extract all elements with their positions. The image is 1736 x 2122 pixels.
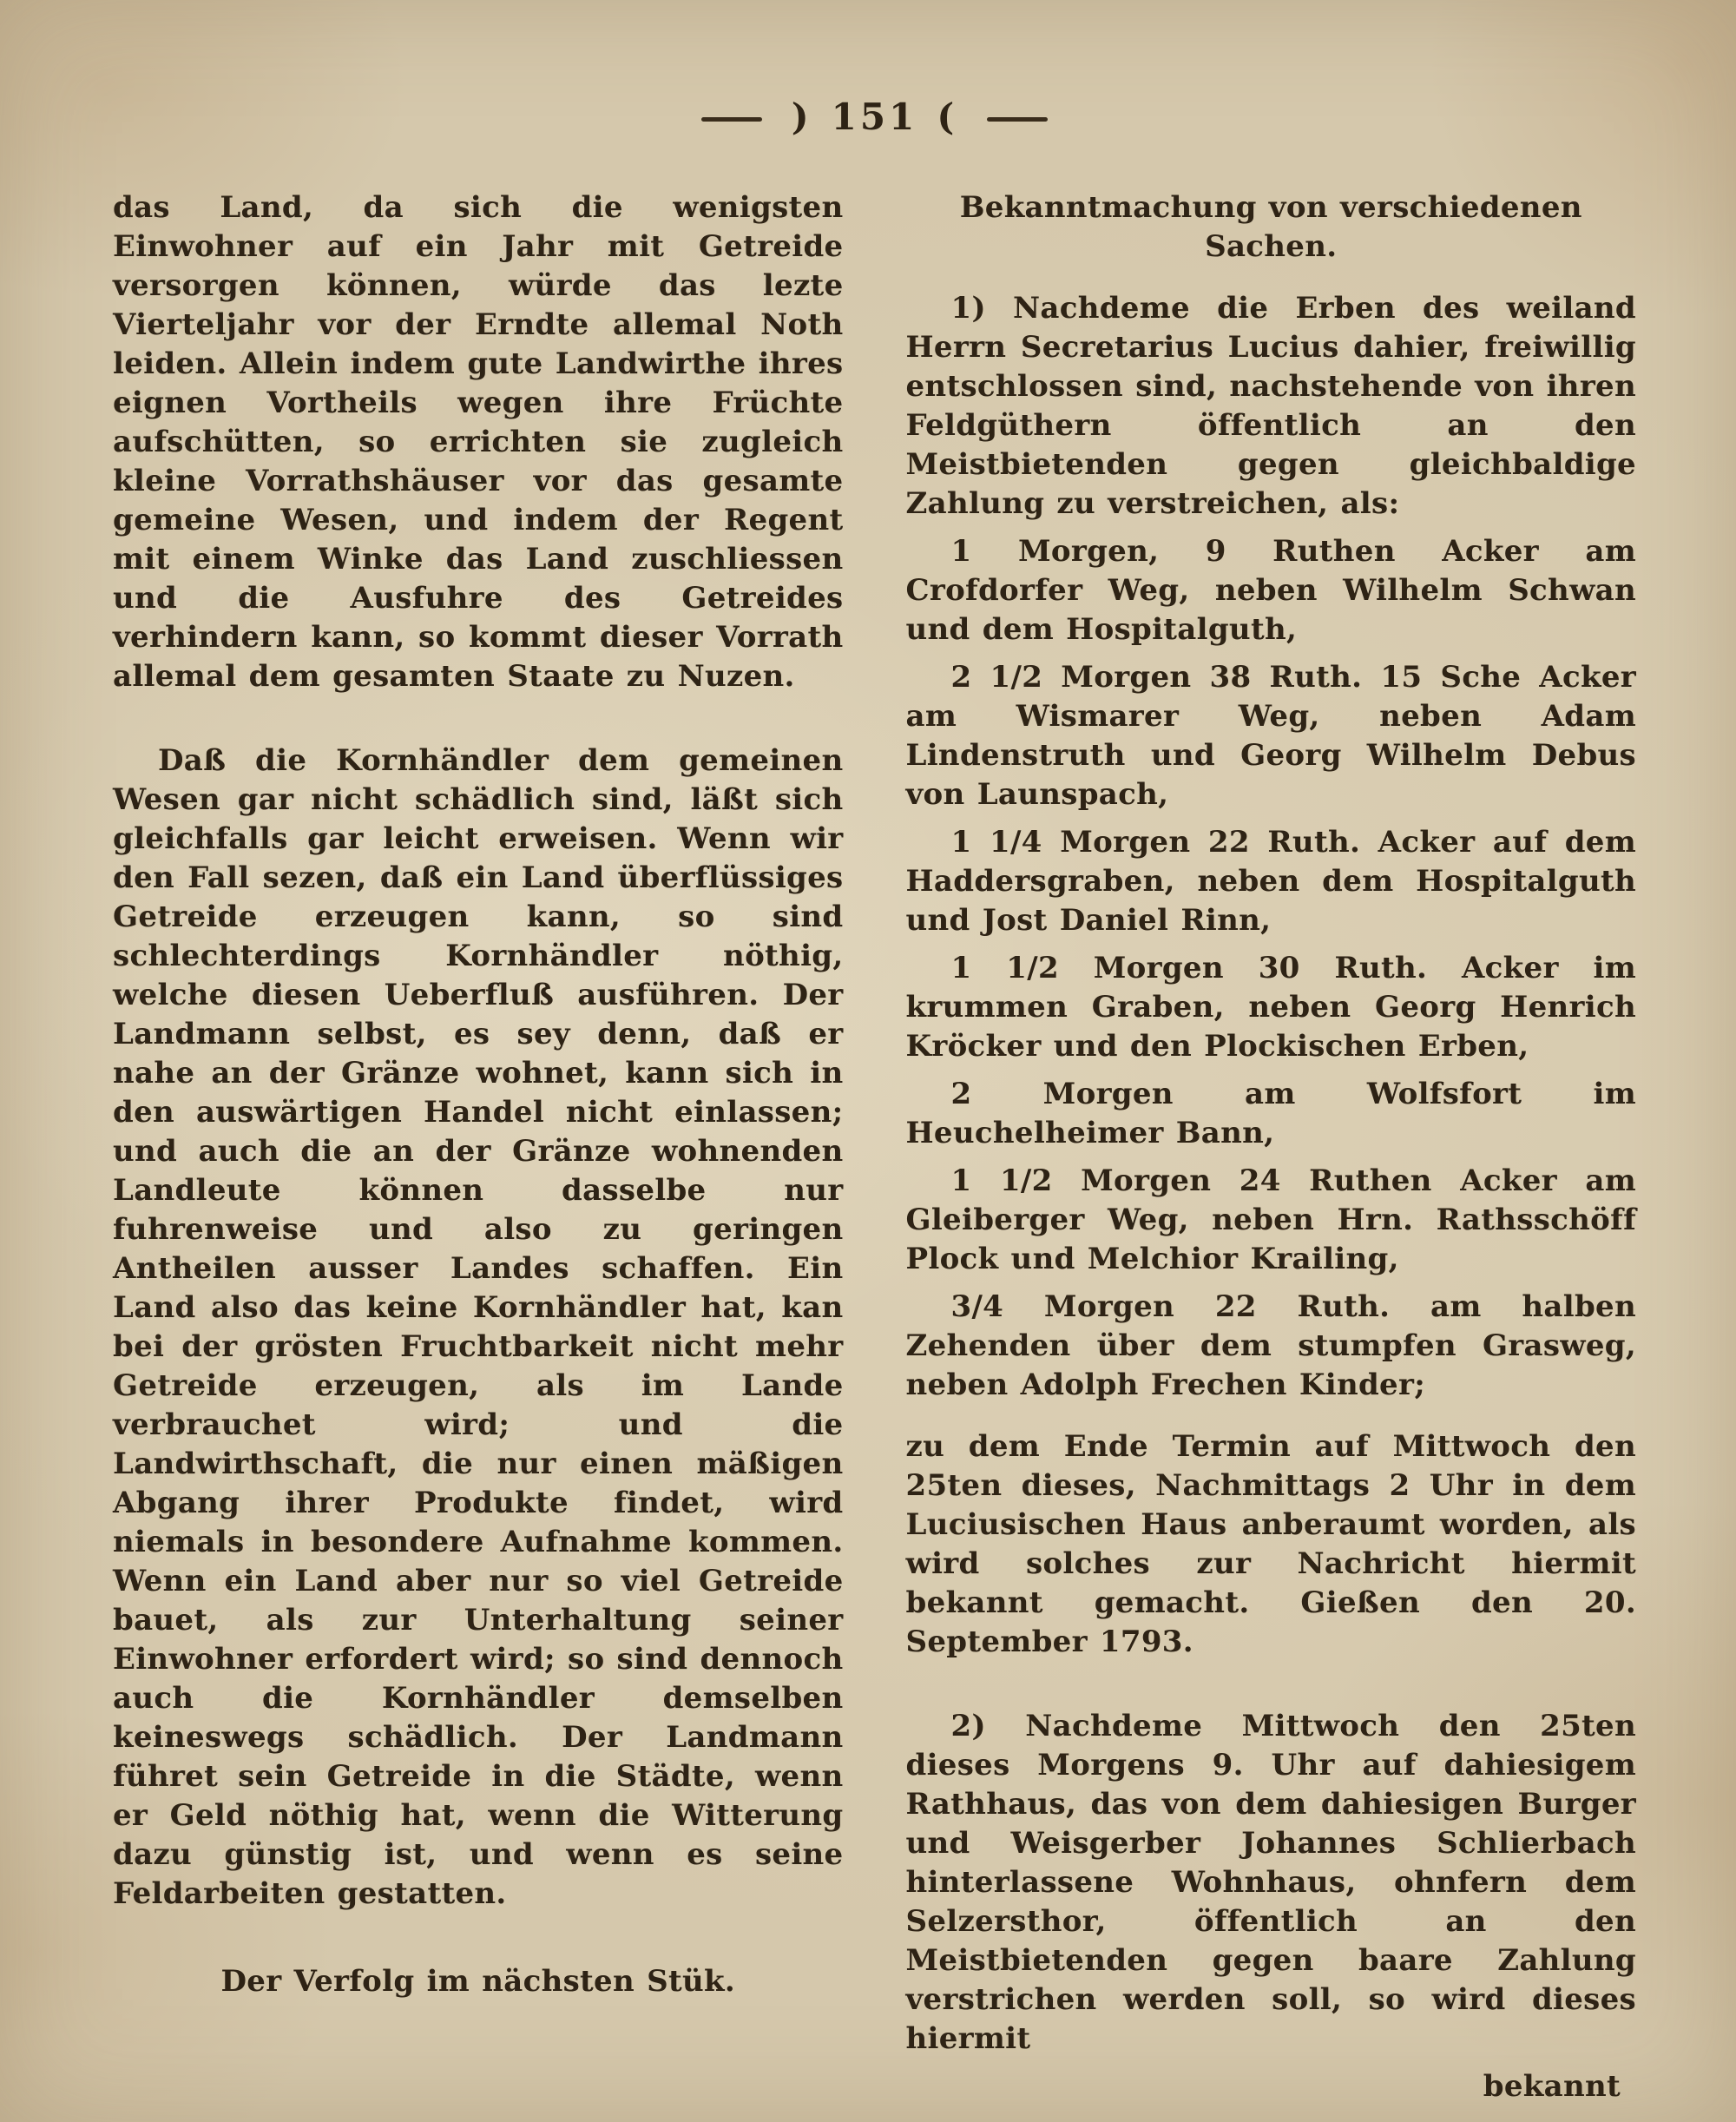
auction-terms: zu dem Ende Termin auf Mittwoch den 25ten dieses, Nachmittags 2 Uhr in dem Luciusischen Haus anberaumt worden, als wird solches zur Nachricht hiermit bekannt gemacht. Gießen den 20. September 1793. <box>905 1429 1636 1659</box>
page-header <box>113 96 1636 138</box>
folio-bracket-open: ) <box>791 96 812 138</box>
right-column <box>906 188 1637 2106</box>
lot-item-1: 1 Morgen, 9 Ruthen Acker am Crofdorfer Weg, neben Wilhelm Schwan und dem Hospitalguth, <box>905 534 1636 647</box>
lot-item-4: 1 1/2 Morgen 30 Ruth. Acker im krummen Graben, neben Georg Henrich Kröcker und den Plockischen Erben, <box>905 951 1636 1064</box>
continuation-notice: Der Verfolg im nächsten Stük. <box>220 1964 735 1999</box>
header-rule-right-icon <box>987 117 1048 122</box>
lot-item-3: 1 1/4 Morgen 22 Ruth. Acker auf dem Haddersgraben, neben dem Hospitalguth und Jost Daniel Rinn, <box>905 825 1636 938</box>
announcement-1-intro: 1) Nachdeme die Erben des weiland Herrn Secretarius Lucius dahier, freiwillig entschlossen sind, nachstehende von ihren Feldgüthern öffentlich an den Meistbietenden gegen gleichbaldige Zahlung zu verstreichen, als: <box>905 291 1636 521</box>
folio-group <box>792 96 957 138</box>
folio-bracket-close: ( <box>937 96 958 138</box>
lot-item-7: 3/4 Morgen 22 Ruth. am halben Zehenden über dem stumpfen Grasweg, neben Adolph Frechen Kinder; <box>905 1289 1636 1402</box>
two-column-layout <box>113 188 1636 2106</box>
section-heading-line-2: Sachen. <box>1205 229 1338 264</box>
catchword: bekannt <box>1483 2069 1621 2104</box>
header-rule-left-icon <box>701 117 762 122</box>
left-column <box>113 188 844 2106</box>
lot-item-2: 2 1/2 Morgen 38 Ruth. 15 Sche Acker am Wismarer Weg, neben Adam Lindenstruth und Georg Wilhelm Debus von Launspach, <box>905 660 1636 812</box>
section-heading-line-1: Bekanntmachung von verschiedenen <box>959 190 1582 225</box>
left-paragraph-continuation: das Land, da sich die wenigsten Einwohner auf ein Jahr mit Getreide versorgen können, würde das lezte Vierteljahr vor der Erndte allemal Noth leiden. Allein indem gute Landwirthe ihres eignen Vortheils wegen ihre Früchte aufschütten, so errichten sie zugleich kleine Vorrathshäuser vor das gesamte gemeine Wesen, und indem der Regent mit einem Winke das Land zuschliessen und die Ausfuhre des Getreides verhindern kann, so kommt dieser Vorrath allemal dem gesamten Staate zu Nuzen. <box>113 190 844 694</box>
section-heading <box>906 188 1637 267</box>
announcement-2: 2) Nachdeme Mittwoch den 25ten dieses Morgens 9. Uhr auf dahiesigem Rathhaus, das von dem dahiesigen Burger und Weisgerber Johannes Schlierbach hinterlassene Wohnhaus, ohnfern dem Selzersthor, öffentlich an den Meistbietenden gegen baare Zahlung verstrichen werden soll, so wird dieses hiermit <box>905 1709 1636 2056</box>
lot-item-6: 1 1/2 Morgen 24 Ruthen Acker am Gleiberger Weg, neben Hrn. Rathsschöff Plock und Melchior Krailing, <box>905 1163 1636 1276</box>
lot-item-5: 2 Morgen am Wolfsfort im Heuchelheimer Bann, <box>905 1077 1636 1150</box>
page-number: 151 <box>831 96 918 138</box>
left-paragraph-kornhaendler: Daß die Kornhändler dem gemeinen Wesen gar nicht schädlich sind, läßt sich gleichfalls gar leicht erweisen. Wenn wir den Fall sezen, daß ein Land überflüssiges Getreide erzeugen kann, so sind schlechterdings Kornhändler nöthig, welche diesen Ueberfluß ausführen. Der Landmann selbst, es sey denn, daß er nahe an der Gränze wohnet, kann sich in den auswärtigen Handel nicht einlassen; und auch die an der Gränze wohnenden Landleute können dasselbe nur fuhrenweise und also zu geringen Antheilen ausser Landes schaffen. Ein Land also das keine Kornhändler hat, kan bei der grösten Fruchtbarkeit nicht mehr Getreide erzeugen, als im Lande verbrauchet wird; und die Landwirthschaft, die nur einen mäßigen Abgang ihrer Produkte findet, wird niemals in besondere Aufnahme kommen. Wenn ein Land aber nur so viel Getreide bauet, als zur Unterhaltung seiner Einwohner erfordert wird; so sind dennoch auch die Kornhändler demselben keineswegs schädlich. Der Landmann führet sein Getreide in die Städte, wenn er Geld nöthig hat, wenn die Witterung dazu günstig ist, und wenn es seine Feldarbeiten gestatten. <box>113 743 844 1911</box>
